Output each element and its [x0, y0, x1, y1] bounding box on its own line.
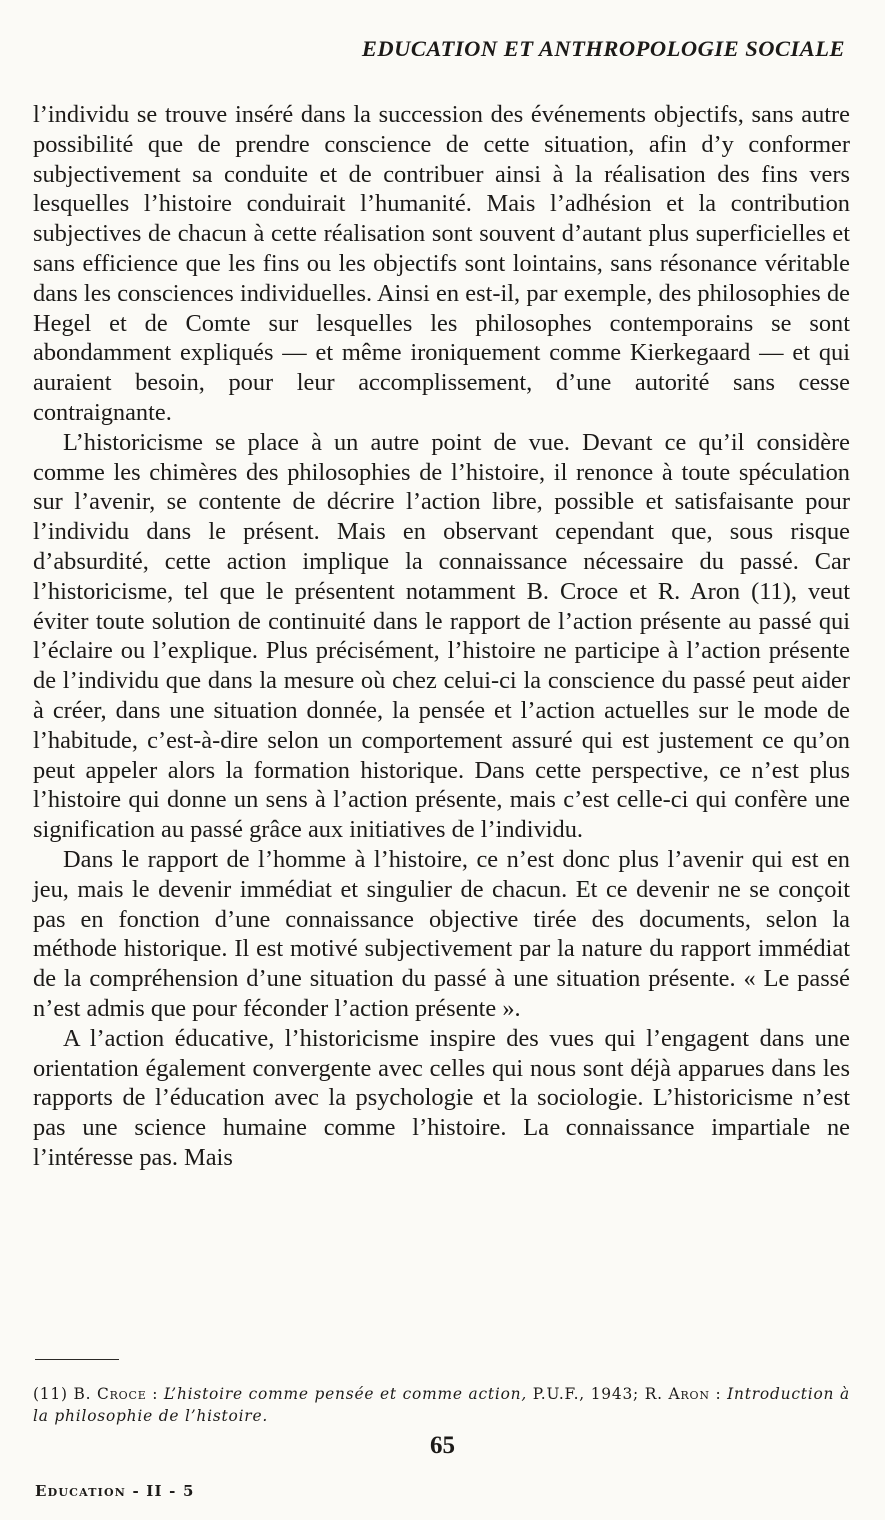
paragraph-4: A l’action éducative, l’historicisme inspire des vues qui l’engagent dans une orientation également convergente avec celles qui nous sont déjà apparues dans les rapports de l’éducation avec la psychologie et la sociologie. L’historicisme n’est pas une science humaine comme l’histoire. La connaissance impartiale ne l’intéresse pas. Mais [33, 1024, 850, 1171]
paragraph-3: Dans le rapport de l’homme à l’histoire, ce n’est donc plus l’avenir qui est en jeu, mais le devenir immédiat et singulier de chacun. Et ce devenir ne se conçoit pas en fonction d’une connaissance objective tirée des documents, selon la méthode historique. Il est motivé subjectivement par la nature du rapport immédiat de la compréhension d’une situation du passé à une situation présente. « Le passé n’est admis que pour féconder l’action présente ». [33, 845, 850, 1022]
running-title: EDUCATION ET ANTHROPOLOGIE SOCIALE [361, 36, 845, 61]
footnote-separator [35, 1359, 119, 1360]
footnote-11 [33, 1383, 850, 1427]
body-text [33, 100, 850, 1173]
signature-mark: Education - II - 5 [35, 1482, 195, 1500]
paragraph-2: L’historicisme se place à un autre point de vue. Devant ce qu’il considère comme les chimères des philosophies de l’histoire, il renonce à toute spéculation sur l’avenir, se contente de décrire l’action libre, possible et satisfaisante pour l’individu dans le présent. Mais en observant cependant que, sous risque d’absurdité, cette action implique la connaissance nécessaire du passé. Car l’historicisme, tel que le présentent notamment B. Croce et R. Aron (11), veut éviter toute solution de continuité dans le rapport de l’action présente au passé qui l’éclaire ou l’explique. Plus précisément, l’histoire ne participe à l’action présente de l’individu que dans la mesure où chez celui-ci la conscience du passé peut aider à créer, dans une situation donnée, la pensée et l’action actuelles sur le mode de l’habitude, c’est-à-dire selon un comportement assuré qui est justement ce qu’on peut appeler alors la formation historique. Dans cette perspective, ce n’est plus l’histoire qui donne un sens à l’action présente, mais c’est celle-ci qui confère une signification au passé grâce aux initiatives de l’individu. [33, 428, 850, 844]
footnote-work-1: L’histoire comme pensée et comme action, [163, 1385, 528, 1403]
footnote-author-2: R. Aron : [644, 1385, 722, 1403]
footnote-publisher-1: P.U.F., 1943; [532, 1385, 640, 1403]
footnote-marker: (11) [33, 1385, 68, 1403]
page-number: 65 [430, 1432, 455, 1459]
footnote-author-1: B. Croce : [73, 1385, 159, 1403]
paragraph-1: l’individu se trouve inséré dans la succession des événements objectifs, sans autre possibilité que de prendre conscience de cette situation, afin d’y conformer subjectivement sa conduite et de contribuer ainsi à la réalisation des fins vers lesquelles l’histoire conduirait l’humanité. Mais l’adhésion et la contribution subjectives de chacun à cette réalisation sont souvent d’autant plus superficielles et sans efficience que les fins ou les objectifs sont lointains, sans résonance véritable dans les consciences individuelles. Ainsi en est-il, par exemple, des philosophies de Hegel et de Comte sur lesquelles les philosophes contemporains se sont abondamment expliqués — et même ironiquement comme Kierkegaard — et qui auraient besoin, pour leur accomplissement, d’une autorité sans cesse contraignante. [33, 101, 850, 426]
footnote-work-2: Introduction à la philosophie de l’histoire. [33, 1385, 850, 1425]
